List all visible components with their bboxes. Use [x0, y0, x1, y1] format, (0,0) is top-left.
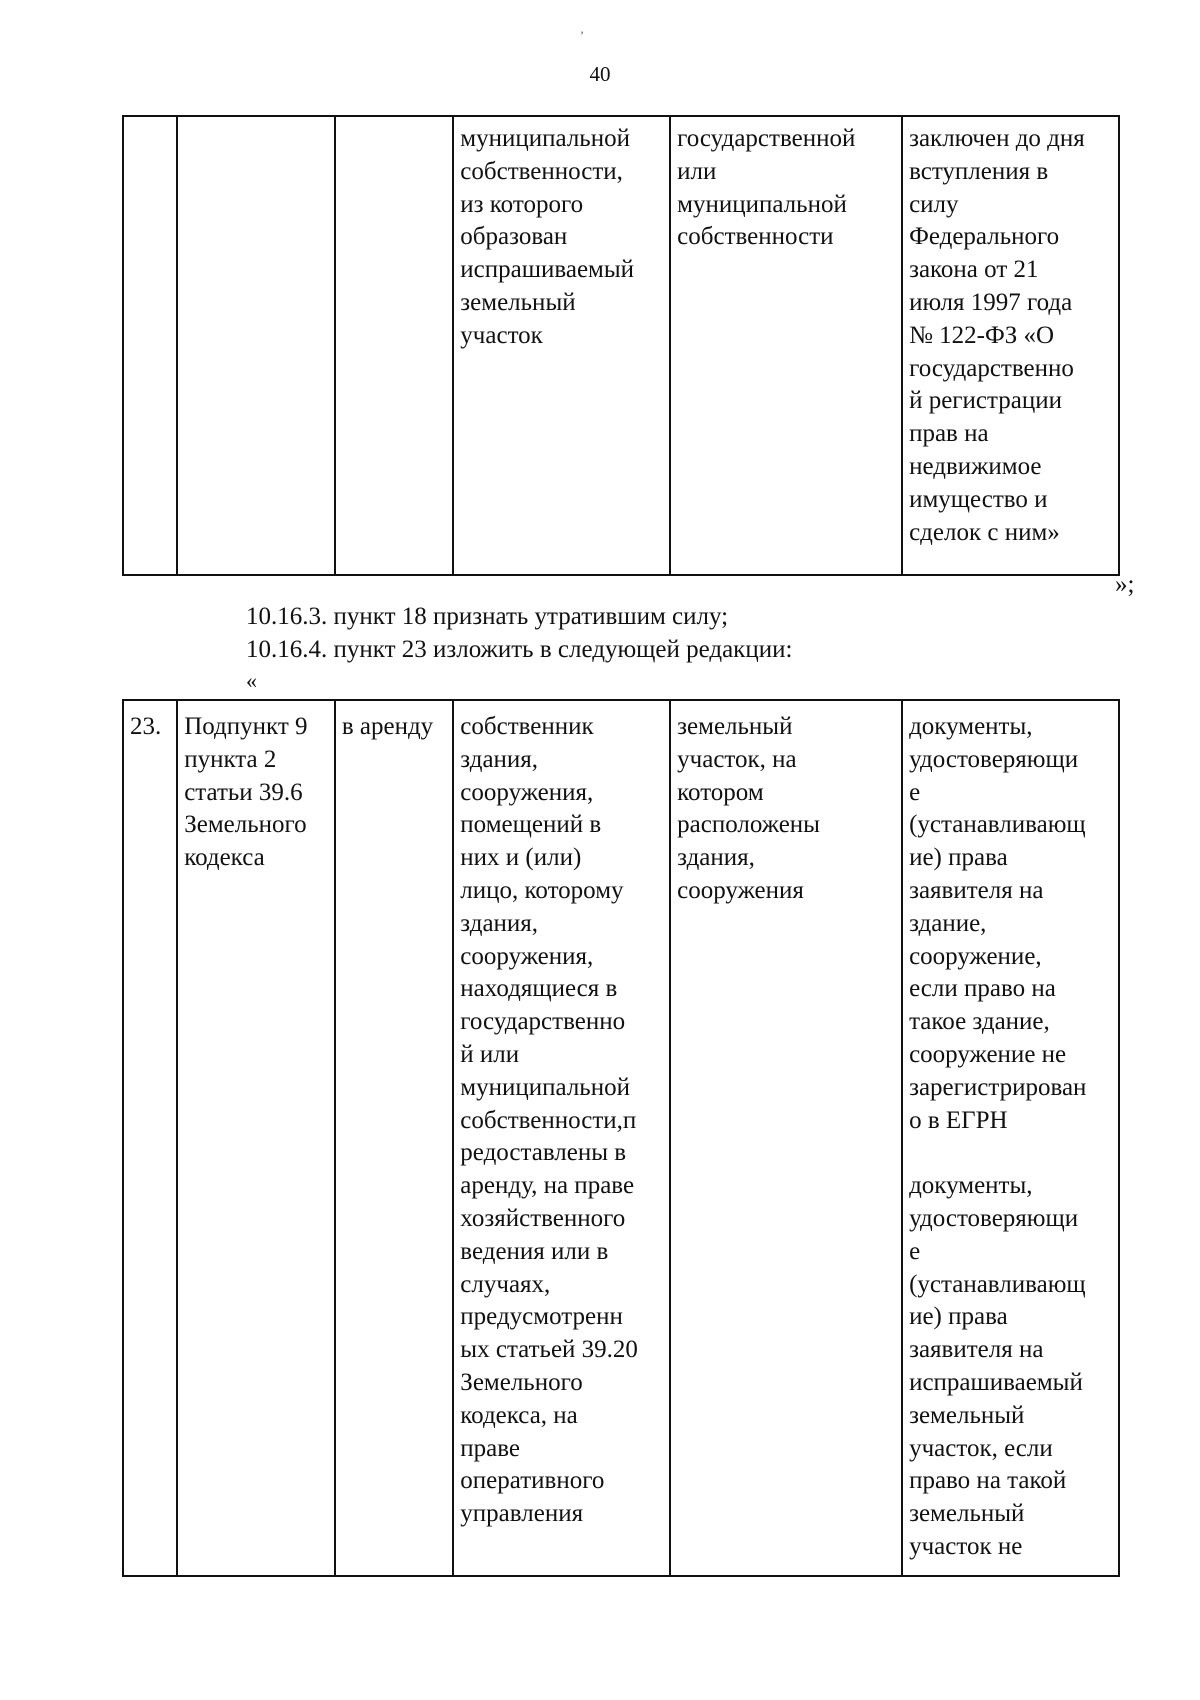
- cell-land-plot: государственной или муниципальной собственности: [670, 116, 902, 575]
- closing-quote: »;: [1115, 571, 1135, 598]
- scan-mark: ’: [580, 28, 584, 42]
- instruction-line: 10.16.3. пункт 18 признать утратившим силу;: [246, 603, 729, 630]
- cell-applicant: муниципальной собственности, из которого образован испрашиваемый земельный участок: [453, 116, 670, 575]
- cell-number: [123, 116, 177, 575]
- cell-documents: документы, удостоверяющи е (устанавливающ ие) права заявителя на здание, сооружение, если право на такое здание, сооружение не зарегистрирован о в ЕГРН документы, удостоверяющи е (устанавливающ ие) права заявителя на испрашиваемый земельный участок, если право на такой земельный участок не: [902, 700, 1119, 1576]
- cell-number: 23.: [123, 700, 177, 1576]
- cell-applicant: собственник здания, сооружения, помещений в них и (или) лицо, которому здания, сооружения, находящиеся в государственно й или муниципальной собственности,п редоставлены в аренду, на праве хозяйственного ведения или в случаях, предусмотренн ых статьей 39.20 Земельного кодекса, на праве оперативного управления: [453, 700, 670, 1576]
- table-item-23: [122, 699, 1120, 1577]
- table-row: [123, 700, 1119, 1576]
- cell-land-plot: земельный участок, на котором расположены здания, сооружения: [670, 700, 902, 1576]
- cell-documents: заключен до дня вступления в силу Федерального закона от 21 июля 1997 года № 122-ФЗ «О государственно й регистрации прав на недвижимое имущество и сделок с ним»: [902, 116, 1119, 575]
- cell-right-type: в аренду: [335, 700, 453, 1576]
- table-row: [123, 116, 1119, 575]
- table-continuation: [122, 115, 1120, 576]
- cell-legal-basis: [177, 116, 335, 575]
- page-number: 40: [589, 62, 611, 86]
- opening-quote: «: [246, 668, 257, 693]
- cell-right-type: [335, 116, 453, 575]
- cell-legal-basis: Подпункт 9 пункта 2 статьи 39.6 Земельного кодекса: [177, 700, 335, 1576]
- instruction-line: 10.16.4. пункт 23 изложить в следующей редакции:: [246, 636, 793, 663]
